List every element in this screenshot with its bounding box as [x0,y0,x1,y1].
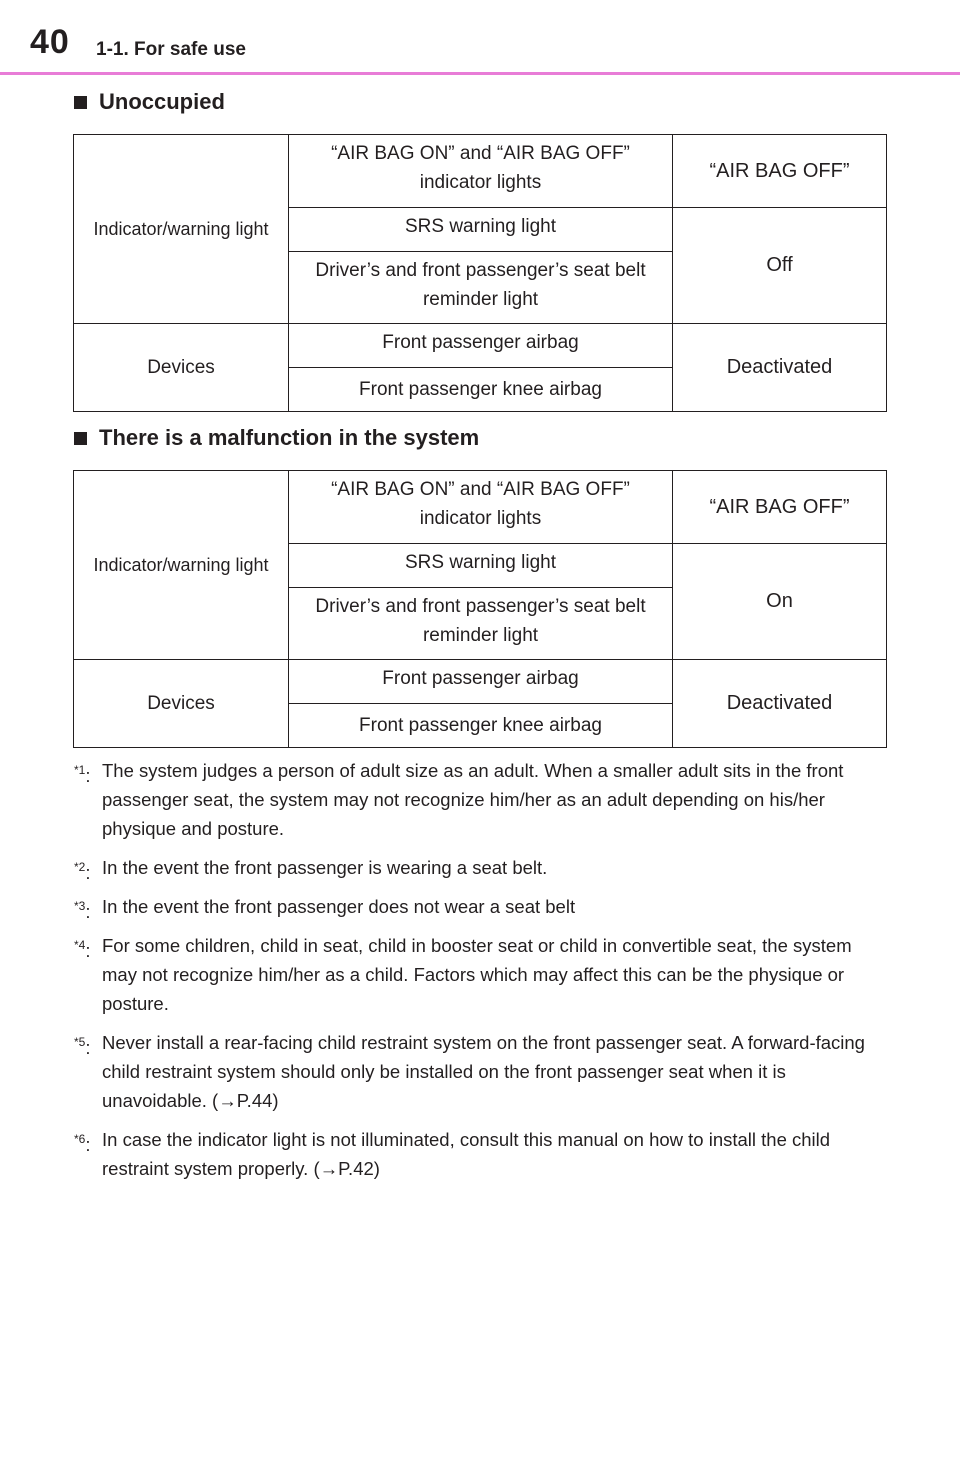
footnote [74,853,886,882]
footnote-mark: $^{*4}$: [74,938,91,961]
section-heading-unoccupied [74,88,225,116]
status-table-unoccupied [73,134,887,412]
devices-value-cell: Deactivated [673,324,887,412]
footnote [74,931,886,1018]
devices-label-cell: Devices [74,324,289,412]
footnote-mark: $^{*3}$: [74,899,91,922]
airbag-indicator-lights-cell: “AIR BAG ON” and “AIR BAG OFF” indicator lights [289,471,673,544]
seat-belt-reminder-cell: Driver’s and front passenger’s seat belt reminder light [289,252,673,324]
section-label: 1-1. For safe use [96,39,246,60]
indicator-label-cell: Indicator/warning light [74,135,289,324]
front-passenger-knee-airbag-cell: Front passenger knee airbag [289,704,673,748]
srs-warning-light-cell: SRS warning light [289,544,673,588]
section-heading-malfunction [74,424,479,452]
footnote-text: The system judges a person of adult size as an adult. When a smaller adult sits in the front passenger seat, the system may not recognize him/her as an adult depending on his/her physique and posture. [102,760,844,839]
footnote [74,1028,886,1115]
page-header [0,0,960,74]
footnote-text: For some children, child in seat, child in booster seat or child in convertible seat, the system may not recognize him/her as a child. Factors which may affect this can be the physique or posture. [102,935,852,1014]
warning-light-value-cell: Off [673,208,887,324]
footnote-text: In case the indicator light is not illuminated, consult this manual on how to install the child restraint system properly. (→P.42) [102,1129,831,1179]
footnote-text: In the event the front passenger does not wear a seat belt [102,896,576,917]
devices-label-cell: Devices [74,660,289,748]
airbag-indicator-value-cell: “AIR BAG OFF” [673,471,887,544]
footnote [74,1125,886,1183]
srs-warning-light-cell: SRS warning light [289,208,673,252]
indicator-label-cell: Indicator/warning light [74,471,289,660]
status-table-malfunction [73,470,887,748]
front-passenger-knee-airbag-cell: Front passenger knee airbag [289,368,673,412]
footnotes [74,756,886,1193]
header-divider [0,72,960,75]
section-heading-text: Unoccupied [99,89,225,114]
footnote [74,756,886,843]
footnote-mark: $^{*1}$: [74,763,91,786]
page-number: 40 [30,23,70,61]
footnote-text: Never install a rear-facing child restraint system on the front passenger seat. A forward-facing child restraint system should only be installed on the front passenger seat when it is unavoidable. (→P.44) [102,1032,865,1111]
warning-light-value-cell: On [673,544,887,660]
devices-value-cell: Deactivated [673,660,887,748]
footnote-mark: $^{*2}$: [74,860,91,883]
section-heading-text: There is a malfunction in the system [99,425,480,450]
footnote-mark: $^{*6}$: [74,1132,91,1155]
footnote-mark: $^{*5}$: [74,1035,91,1058]
footnote [74,892,886,921]
airbag-indicator-lights-cell: “AIR BAG ON” and “AIR BAG OFF” indicator lights [289,135,673,208]
bullet-square-icon [74,432,87,445]
bullet-square-icon [74,96,87,109]
seat-belt-reminder-cell: Driver’s and front passenger’s seat belt reminder light [289,588,673,660]
footnote-text: In the event the front passenger is wearing a seat belt. [102,857,548,878]
front-passenger-airbag-cell: Front passenger airbag [289,660,673,704]
front-passenger-airbag-cell: Front passenger airbag [289,324,673,368]
airbag-indicator-value-cell: “AIR BAG OFF” [673,135,887,208]
